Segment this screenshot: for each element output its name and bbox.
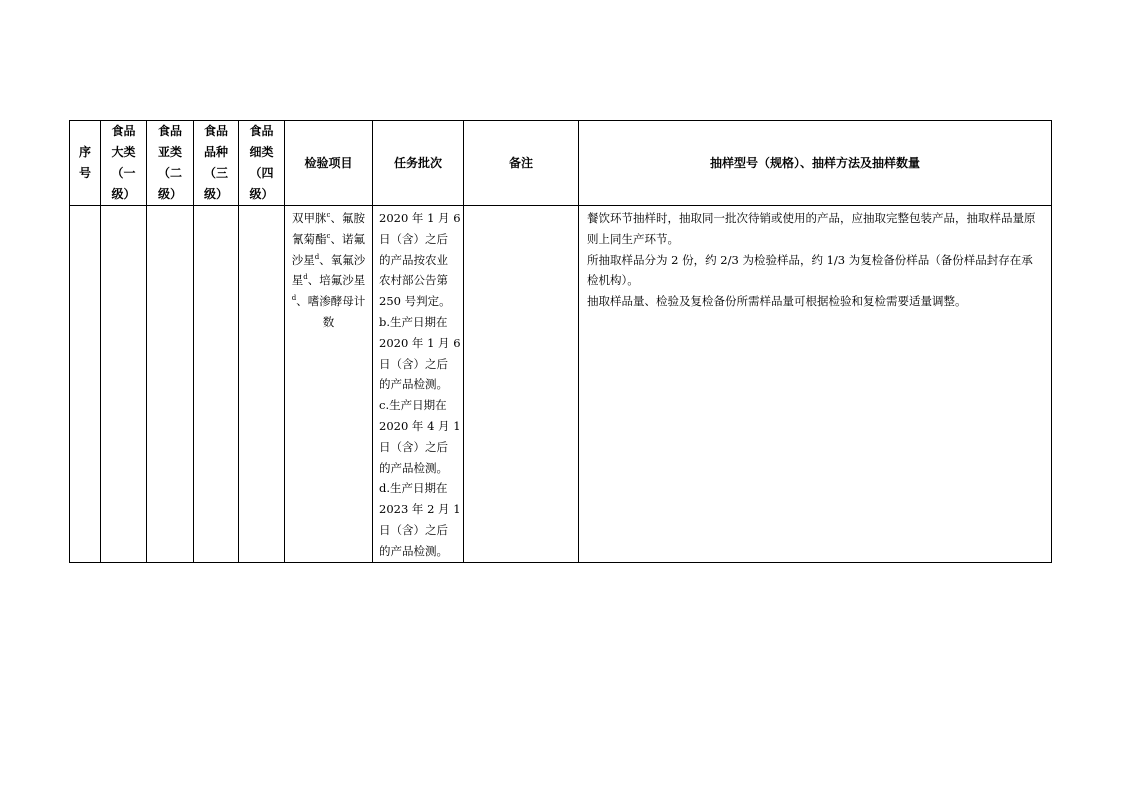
- batch-line: 的产品检测。: [379, 543, 448, 558]
- header-remarks: 备注: [464, 121, 579, 206]
- header-category-4: 食品 细类 （四 级）: [239, 121, 285, 206]
- sampling-paragraph: 抽取样品量、检验及复检备份所需样品量可根据检验和复检需要适量调整。: [587, 294, 967, 309]
- batch-line: c.生产日期在: [379, 398, 447, 413]
- batch-line: 日（含）之后: [379, 356, 448, 371]
- test-item-line: 氰菊酯$^c$、诺氟: [292, 231, 365, 246]
- test-item-line: 数: [322, 314, 335, 329]
- cell-remarks: [464, 206, 579, 563]
- batch-line: 日（含）之后: [379, 522, 448, 537]
- header-row: [70, 121, 1052, 206]
- test-item-line: 沙星$^d$、氧氟沙: [291, 252, 366, 267]
- batch-line: 250 号判定。: [379, 294, 451, 309]
- batch-line: b.生产日期在: [379, 314, 448, 329]
- batch-line: 日（含）之后: [379, 439, 448, 454]
- header-category-1: 食品 大类 （一 级）: [101, 121, 147, 206]
- header-task-batch: 任务批次: [373, 121, 464, 206]
- batch-line: 2020 年 1 月 6: [379, 211, 461, 225]
- table-row: [70, 206, 1052, 563]
- header-sampling: 抽样型号（规格）、抽样方法及抽样数量: [579, 121, 1052, 206]
- batch-line: 2023 年 2 月 1: [379, 502, 461, 517]
- test-item-line: 星$^d$、培氟沙星: [291, 273, 366, 288]
- cell-category-2: [147, 206, 194, 563]
- cell-category-4: [239, 206, 285, 563]
- header-seq: 序 号: [70, 121, 101, 206]
- cell-category-1: [101, 206, 147, 563]
- batch-line: 的产品检测。: [379, 460, 448, 475]
- batch-line: 的产品检测。: [379, 377, 448, 392]
- batch-line: 的产品按农业: [379, 252, 448, 267]
- cell-seq: [70, 206, 101, 563]
- batch-line: d.生产日期在: [379, 481, 448, 496]
- cell-task-batch: [373, 206, 464, 563]
- header-test-items: 检验项目: [285, 121, 373, 206]
- batch-line: 日（含）之后: [379, 231, 448, 246]
- test-item-line: 双甲脒$^c$、氟胺: [292, 211, 365, 225]
- sampling-paragraph: 餐饮环节抽样时，抽取同一批次待销或使用的产品，应抽取完整包装产品，抽取样品量原则上同生产环节。: [587, 211, 1036, 246]
- sampling-paragraph: 所抽取样品分为 2 份，约 2/3 为检验样品，约 1/3 为复检备份样品（备份样品封存在承检机构）。: [587, 252, 1033, 288]
- test-item-line: $^d$、嗜渗酵母计: [291, 294, 366, 309]
- batch-line: 2020 年 4 月 1: [379, 418, 461, 433]
- sampling-table: [69, 120, 1052, 563]
- header-category-2: 食品 亚类 （二 级）: [147, 121, 194, 206]
- header-category-3: 食品 品种 （三 级）: [194, 121, 239, 206]
- cell-test-items: [285, 206, 373, 563]
- batch-line: 2020 年 1 月 6: [379, 335, 461, 350]
- cell-sampling: [579, 206, 1052, 563]
- batch-line: 农村部公告第: [379, 273, 448, 288]
- cell-category-3: [194, 206, 239, 563]
